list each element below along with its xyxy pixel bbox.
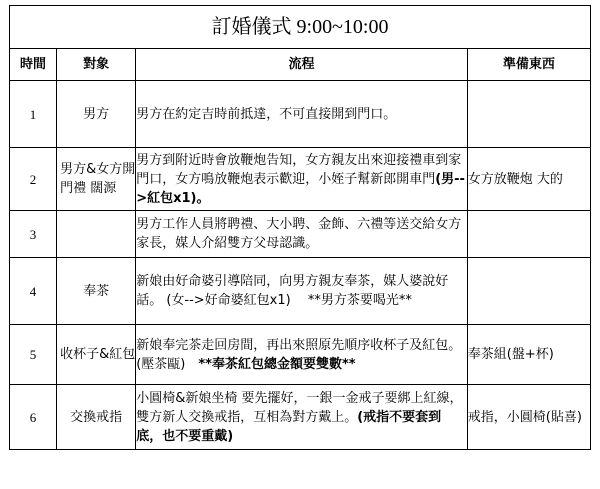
row-number: 1 xyxy=(10,81,57,148)
table-row xyxy=(10,211,591,258)
table-row xyxy=(10,325,591,385)
row-who: 交換戒指 xyxy=(57,385,136,450)
row-prep: 戒指，小圓椅(貼喜) xyxy=(467,385,590,450)
header-prep: 準備東西 xyxy=(467,49,590,81)
table-row xyxy=(10,81,591,148)
row-prep: 奉茶組(盤+杯) xyxy=(467,325,590,385)
flow-text: 男方工作人員將聘禮、大小聘、金飾、六禮等送交給女方家長，媒人介紹雙方父母認識。 xyxy=(136,217,462,251)
row-who: 男方&女方開門禮 闊源 xyxy=(57,148,136,211)
header-flow: 流程 xyxy=(136,49,468,81)
row-number: 6 xyxy=(10,385,57,450)
flow-text: 新娘由好命婆引導陪同，向男方親友奉茶，媒人婆說好話。 (女-->好命婆紅包x1) **男方茶要喝光** xyxy=(136,274,449,308)
row-who: 收杯子&紅包 xyxy=(57,325,136,385)
flow-text: 男方到附近時會放鞭炮告知，女方親友出來迎接禮車到家門口，女方鳴放鞭炮表示歡迎，小姪子幫新郎開車門 xyxy=(136,152,462,187)
row-prep xyxy=(467,258,590,325)
row-flow xyxy=(136,81,468,148)
flow-text: 小圓椅&新娘坐椅 要先擺好，一銀一金戒子要綁上紅線，雙方新人交換戒指，互相為對方戴上。 xyxy=(136,390,463,425)
schedule-table xyxy=(9,5,591,450)
table-row xyxy=(10,148,591,211)
flow-bold-text: (男-->紅包x1)。 xyxy=(136,171,465,206)
row-who xyxy=(57,211,136,258)
table-title: 訂婚儀式 9:00~10:00 xyxy=(10,6,591,49)
flow-bold-text: **奉茶紅包總金額要雙數** xyxy=(198,356,356,372)
table-row xyxy=(10,385,591,450)
flow-text: 男方在約定吉時前抵達，不可直接開到門口。 xyxy=(136,106,397,122)
row-prep xyxy=(467,211,590,258)
row-flow xyxy=(136,148,468,211)
row-flow xyxy=(136,211,468,258)
row-prep xyxy=(467,81,590,148)
row-flow xyxy=(136,385,468,450)
row-flow xyxy=(136,325,468,385)
row-who: 男方 xyxy=(57,81,136,148)
row-number: 5 xyxy=(10,325,57,385)
row-flow xyxy=(136,258,468,325)
header-time: 時間 xyxy=(10,49,57,81)
row-prep: 女方放鞭炮 大的 xyxy=(467,148,590,211)
row-who: 奉茶 xyxy=(57,258,136,325)
row-number: 4 xyxy=(10,258,57,325)
flow-bold-text: (戒指不要套到底，也不要重戴) xyxy=(136,409,442,444)
row-number: 2 xyxy=(10,148,57,211)
row-number: 3 xyxy=(10,211,57,258)
table-row xyxy=(10,258,591,325)
flow-text: 新娘奉完茶走回房間，再出來照原先順序收杯子及紅包。(壓茶甌) xyxy=(136,337,462,372)
header-who: 對象 xyxy=(57,49,136,81)
